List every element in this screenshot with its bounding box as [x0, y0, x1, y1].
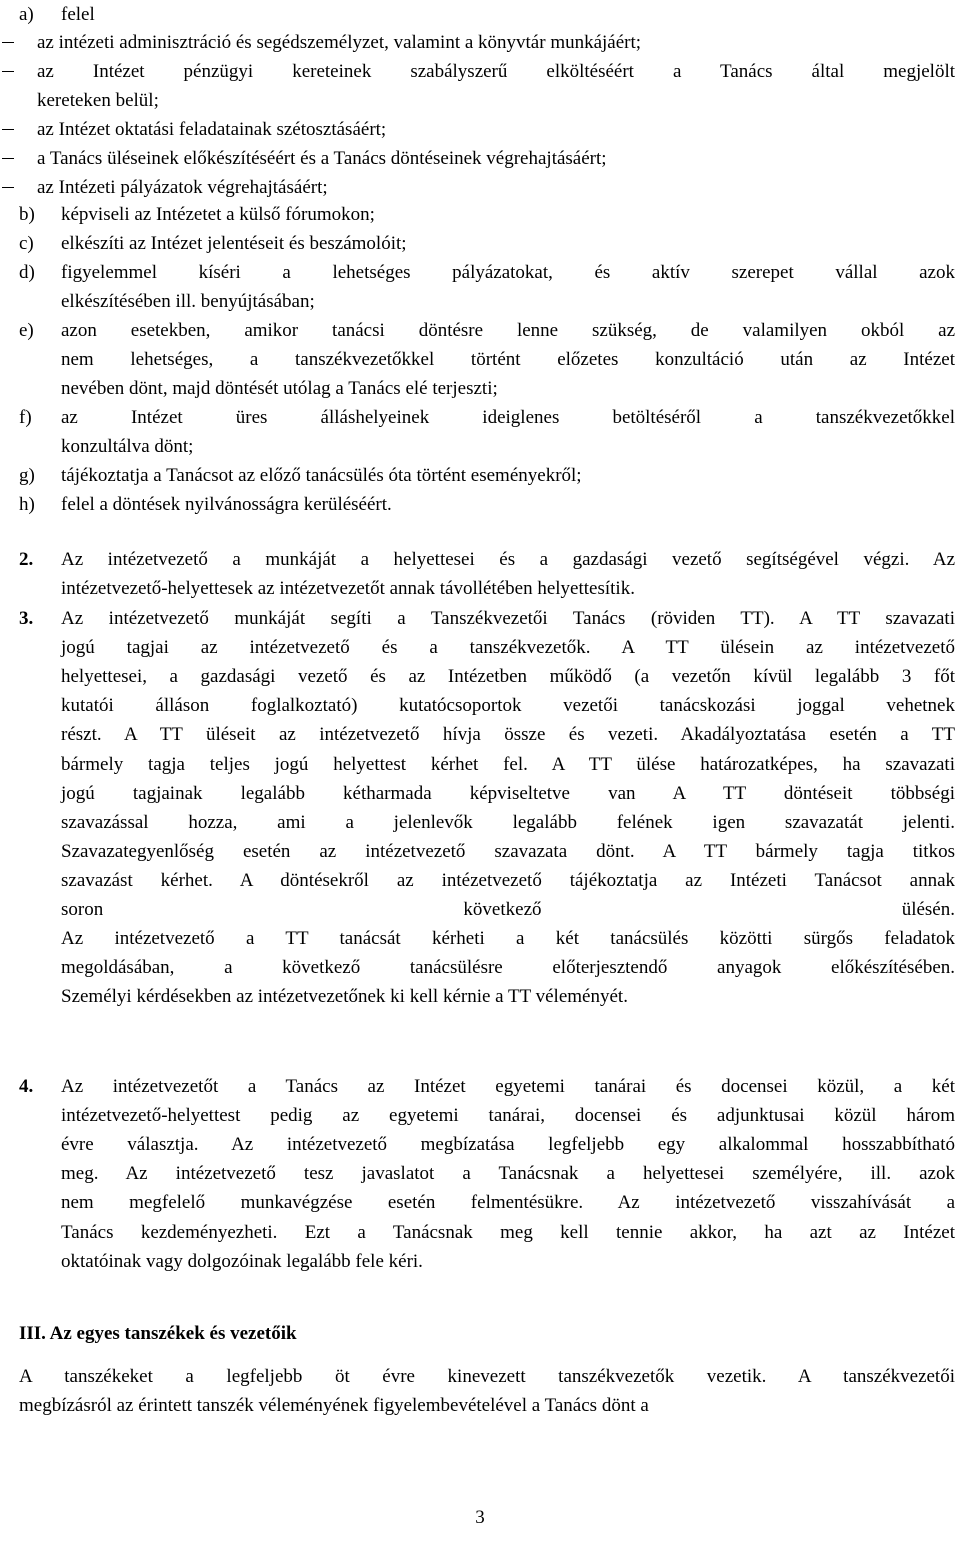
section-number: 4.: [19, 1076, 34, 1097]
section-text-line: Szavazategyenlőség esetén az intézetvezető szavazata dönt. A TT bármely tagja titkos: [61, 840, 955, 862]
section-text-line: helyettesei, a gazdasági vezető és az Intézetben működő (a vezetőn kívül legalább 3 főt: [61, 666, 955, 688]
item-label: f): [19, 407, 32, 428]
item-label: e): [19, 320, 34, 341]
item-label: d): [19, 262, 35, 283]
section-text-line: soron következő ülésén.: [61, 899, 955, 920]
chapter-heading: [19, 1319, 297, 1348]
section-text-line: bármely tagja teljes jogú helyettest kérhet fel. A TT ülése határozatképes, ha szavazati: [61, 753, 955, 775]
section-text-line: jogú tagjainak legalább kétharmada képviseltetve van A TT döntéseit többségi: [61, 782, 955, 804]
item-label: c): [19, 233, 34, 254]
dash-item-line: a Tanács üléseinek előkészítéséért és a Tanács döntéseinek végrehajtásáért;: [37, 148, 607, 169]
item-label: b): [19, 204, 35, 225]
dash-item-line: kereteken belül;: [37, 90, 159, 111]
section-text-line: Tanács kezdeményezheti. Ezt a Tanácsnak meg kell tennie akkor, ha azt az Intézet: [61, 1221, 955, 1243]
section-text-line: meg. Az intézetvezető tesz javaslatot a Tanácsnak a helyettesei személyére, ill. azok: [61, 1163, 955, 1185]
section-text-line: részt. A TT üléseit az intézetvezető hívja össze és vezeti. Akadályoztatása esetén a TT: [61, 724, 955, 746]
section-number: 3.: [19, 608, 34, 629]
section-text-line: Az intézetvezető a munkáját a helyettesei és a gazdasági vezető segítségével végzi. Az: [61, 549, 955, 570]
dash-item-line: az Intézet oktatási feladatainak szétosztásáért;: [37, 119, 387, 140]
section-text-line: Személyi kérdésekben az intézetvezetőnek ki kell kérnie a TT véleményét.: [61, 986, 628, 1008]
item-text-line: figyelemmel kíséri a lehetséges pályázatokat, és aktív szerepet vállal azok: [61, 262, 955, 283]
item-text-line: képviseli az Intézetet a külső fórumokon;: [61, 204, 375, 225]
section-text-line: intézetvezető-helyettest pedig az egyetemi tanárai, docensei és adjunktusai közül három: [61, 1105, 955, 1127]
section-text-line: megoldásában, a következő tanácsülésre előterjesztendő anyagok előkészítésében.: [61, 957, 955, 979]
item-text-line: felel a döntések nyilvánosságra kerüléséért.: [61, 494, 392, 515]
dash-bullet: [0, 144, 14, 173]
chapter-number: III.: [19, 1323, 50, 1344]
chapter-text-line: A tanszékeket a legfeljebb öt évre kinevezett tanszékvezetők vezetik. A tanszékvezetői: [19, 1366, 955, 1387]
chapter-title: Az egyes tanszékek és vezetőik: [49, 1323, 297, 1344]
item-text-line: tájékoztatja a Tanácsot az előző tanácsülés óta történt eseményekről;: [61, 465, 582, 486]
item-text-line: az Intézet üres álláshelyeinek ideiglenes betöltéséről a tanszékvezetőkkel: [61, 407, 955, 428]
section-text-line: évre választja. Az intézetvezető megbízatása legfeljebb egy alkalommal hosszabbítható: [61, 1134, 955, 1156]
item-text-line: azon esetekben, amikor tanácsi döntésre lenne szükség, de valamilyen okból az: [61, 320, 955, 341]
section-text-line: Az intézetvezetőt a Tanács az Intézet egyetemi tanárai és docensei közül, a két: [61, 1076, 955, 1097]
item-text-line: konzultálva dönt;: [61, 436, 194, 457]
dash-item-line: az Intézet pénzügyi kereteinek szabályszerű elköltéséért a Tanács által megjelölt: [37, 61, 955, 82]
dash-bullet: [0, 115, 14, 144]
page-number: 3: [475, 1507, 485, 1528]
item-label-a: a): [19, 4, 34, 25]
item-label: g): [19, 465, 35, 486]
section-text-line: Az intézetvezető munkáját segíti a Tanszékvezetői Tanács (röviden TT). A TT szavazati: [61, 608, 955, 629]
dash-item-line: az intézeti adminisztráció és segédszemélyzet, valamint a könyvtár munkájáért;: [37, 32, 642, 53]
dash-bullet: [0, 173, 14, 202]
section-text-line: Az intézetvezető a TT tanácsát kérheti a két tanácsülés közötti sürgős feladatok: [61, 928, 955, 950]
section-text-line: jogú tagjai az intézetvezető és a tanszékvezetők. A TT ülésein az intézetvezető: [61, 637, 955, 659]
item-text-line: nem lehetséges, a tanszékvezetőkkel történt előzetes konzultáció után az Intézet: [61, 349, 955, 370]
section-text-line: nem megfelelő munkavégzése esetén felmentésükre. Az intézetvezető visszahívását a: [61, 1192, 955, 1214]
section-text-line: intézetvezető-helyettesek az intézetvezetőt annak távollétében helyettesítik.: [61, 578, 635, 600]
section-text-line: kutatói álláson foglalkoztató) kutatócsoportok vezetői tanácskozási joggal vehetnek: [61, 695, 955, 717]
item-text-line: nevében dönt, majd döntését utólag a Tanács elé terjeszti;: [61, 378, 498, 399]
item-label: h): [19, 494, 35, 515]
section-text-line: szavazást kérhet. A döntésekről az intézetvezető tájékoztatja az Intézeti Tanácsot annak: [61, 869, 955, 891]
dash-item-line: az Intézeti pályázatok végrehajtásáért;: [37, 177, 328, 198]
dash-bullet: [0, 57, 14, 86]
chapter-text-line: megbízásról az érintett tanszék véleményének figyelembevételével a Tanács dönt a: [19, 1395, 649, 1416]
item-text-line: elkészítésében ill. benyújtásában;: [61, 291, 315, 312]
dash-bullet: [0, 28, 14, 57]
section-text-line: oktatóinak vagy dolgozóinak legalább fele kéri.: [61, 1250, 423, 1272]
item-text-a: felel: [61, 4, 95, 25]
section-number: 2.: [19, 549, 34, 570]
item-text-line: elkészíti az Intézet jelentéseit és beszámolóit;: [61, 233, 407, 254]
section-text-line: szavazással hozza, ami a jelenlevők legalább felének igen szavazatát jelenti.: [61, 811, 955, 833]
